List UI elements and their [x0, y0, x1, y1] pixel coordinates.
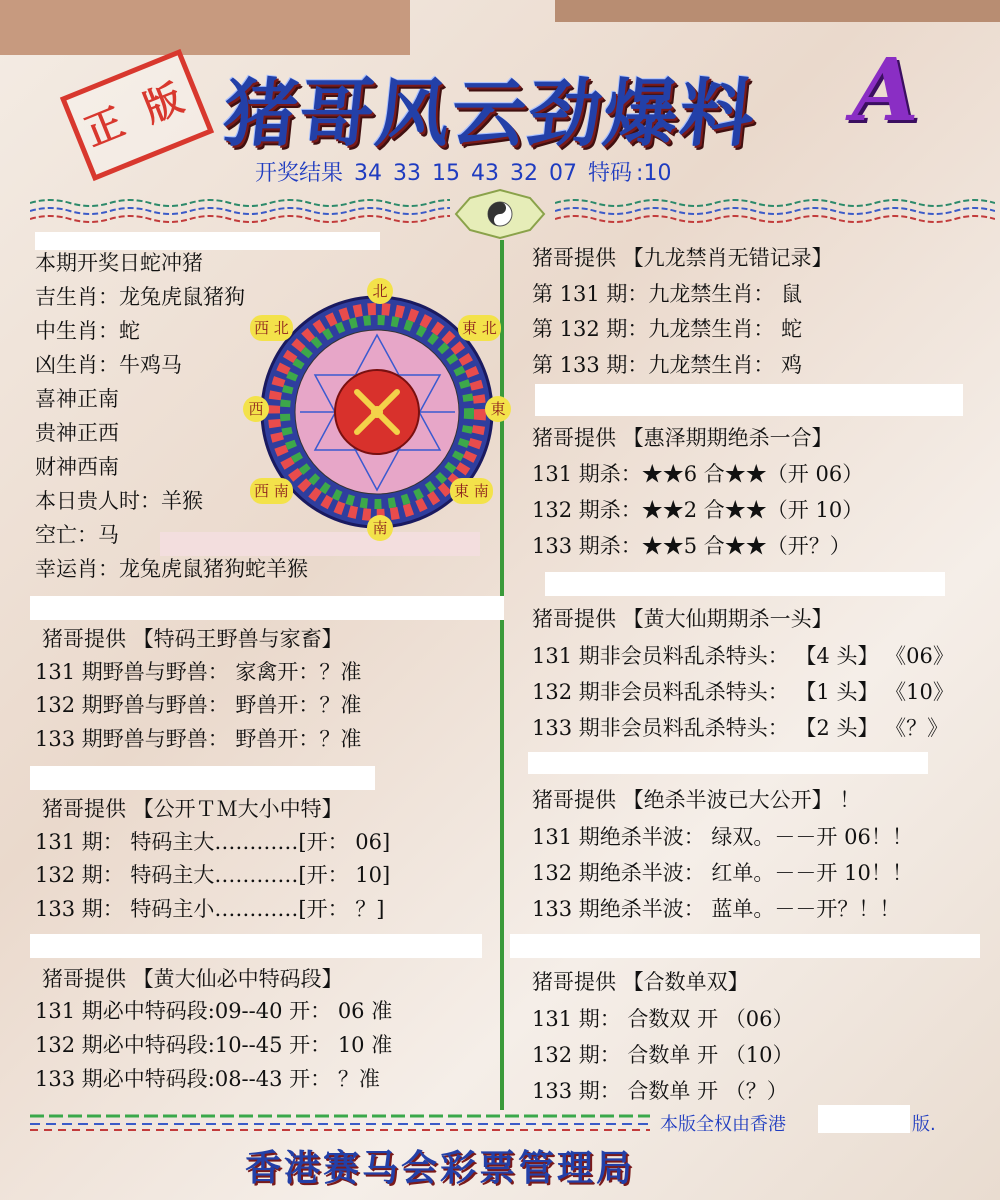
list-item: 131 期非会员料乱杀特头： 【4 头】 《06》 [532, 644, 954, 668]
white-strip [818, 1105, 910, 1133]
white-strip [30, 766, 375, 790]
compass-southwest: 西 南 [250, 478, 293, 504]
list-item: 133 期非会员料乱杀特头： 【2 头】 《？》 [532, 716, 949, 740]
genuine-stamp: 正 版 [60, 49, 214, 181]
result-number: 15 [432, 161, 461, 186]
list-item: 132 期野兽与野兽： 野兽开：？准 [35, 693, 362, 717]
almanac-line: 本日贵人时：羊猴 [35, 489, 203, 513]
almanac-line: 贵神正西 [35, 421, 119, 445]
almanac-line: 中生肖：蛇 [35, 319, 140, 343]
almanac-line: 财神西南 [35, 455, 119, 479]
list-item: 133 期杀：★★5 合★★（开？） [532, 534, 851, 558]
section-heading: 猪哥提供 【公开ＴＭ大小中特】 [42, 797, 343, 821]
list-item: 132 期： 合数单 开 （10） [532, 1043, 794, 1067]
compass-east: 東 [485, 396, 511, 422]
section-heading: 猪哥提供 【九龙禁肖无错记录】 [532, 246, 833, 270]
result-number: 33 [393, 161, 422, 186]
list-item: 132 期： 特码主大…………[开： 10] [35, 863, 391, 887]
copyright-text: 本版全权由香港 [660, 1114, 786, 1135]
decorative-wave-left [30, 195, 450, 227]
result-label: 开奖结果 [255, 161, 344, 186]
list-item: 第 131 期：九龙禁生肖： 鼠 [532, 282, 803, 306]
list-item: 132 期绝杀半波： 红单。－－开 10！！ [532, 861, 913, 885]
compass-northeast: 東 北 [458, 315, 501, 341]
section-heading: 猪哥提供 【惠泽期期绝杀一合】 [532, 426, 833, 450]
compass-northwest: 西 北 [250, 315, 293, 341]
section-heading: 猪哥提供 【黄大仙必中特码段】 [42, 967, 343, 991]
white-strip [35, 232, 380, 250]
almanac-line: 凶生肖：牛鸡马 [35, 353, 182, 377]
list-item: 132 期杀：★★2 合★★（开 10） [532, 498, 864, 522]
list-item: 第 132 期：九龙禁生肖： 蛇 [532, 317, 803, 341]
page-title: 猪哥风云劲爆料 [219, 71, 761, 157]
almanac-line: 吉生肖：龙兔虎鼠猪狗 [35, 285, 245, 309]
list-item: 133 期必中特码段:08--43 开： ？准 [35, 1067, 380, 1091]
white-strip [30, 596, 504, 620]
list-item: 第 133 期：九龙禁生肖： 鸡 [532, 353, 803, 377]
decorative-wave-right [555, 195, 995, 227]
almanac-line: 本期开奖日蛇冲猪 [35, 251, 203, 275]
list-item: 133 期： 特码主小…………[开： ？] [35, 897, 385, 921]
almanac-line: 空亡：马 [35, 523, 119, 547]
white-strip [510, 934, 980, 958]
special-label: 特码 [588, 161, 633, 186]
list-item: 133 期野兽与野兽： 野兽开：？准 [35, 727, 362, 751]
almanac-line: 幸运肖：龙兔虎鼠猪狗蛇羊猴 [35, 557, 308, 581]
top-banner-right [555, 0, 1000, 22]
result-number: 34 [354, 161, 383, 186]
top-banner-left [0, 0, 410, 55]
white-strip [535, 384, 963, 416]
list-item: 132 期必中特码段:10--45 开： 10 准 [35, 1033, 393, 1057]
footer-organization: 香港赛马会彩票管理局 [245, 1148, 636, 1189]
copyright-text-end: 版. [912, 1114, 936, 1135]
list-item: 131 期杀：★★6 合★★（开 06） [532, 462, 864, 486]
edition-letter: A [852, 40, 919, 141]
list-item: 131 期： 特码主大…………[开： 06] [35, 830, 391, 854]
section-heading: 猪哥提供 【合数单双】 [532, 970, 749, 994]
result-number: 32 [510, 161, 539, 186]
white-strip [545, 572, 945, 596]
list-item: 131 期野兽与野兽： 家禽开：？准 [35, 660, 362, 684]
draw-result [255, 156, 675, 187]
special-number: :10 [636, 161, 672, 186]
white-strip [30, 934, 482, 958]
compass-north: 北 [367, 278, 393, 304]
list-item: 131 期必中特码段:09--40 开： 06 准 [35, 999, 393, 1023]
list-item: 133 期绝杀半波： 蓝单。－－开？！！ [532, 897, 901, 921]
list-item: 133 期： 合数单 开 （？） [532, 1079, 788, 1103]
result-number: 43 [471, 161, 500, 186]
result-number: 07 [549, 161, 578, 186]
compass-south: 南 [367, 515, 393, 541]
bagua-icon [452, 188, 548, 240]
white-strip [528, 752, 928, 774]
almanac-line: 喜神正南 [35, 387, 119, 411]
section-heading: 猪哥提供 【特码王野兽与家畜】 [42, 627, 343, 651]
compass-west: 西 [243, 396, 269, 422]
list-item: 131 期： 合数双 开 （06） [532, 1007, 794, 1031]
section-heading: 猪哥提供 【绝杀半波已大公开】 ！ [532, 788, 861, 812]
list-item: 131 期绝杀半波： 绿双。－－开 06！！ [532, 825, 913, 849]
compass-southeast: 東 南 [450, 478, 493, 504]
section-heading: 猪哥提供 【黄大仙期期杀一头】 [532, 607, 833, 631]
list-item: 132 期非会员料乱杀特头： 【1 头】 《10》 [532, 680, 954, 704]
